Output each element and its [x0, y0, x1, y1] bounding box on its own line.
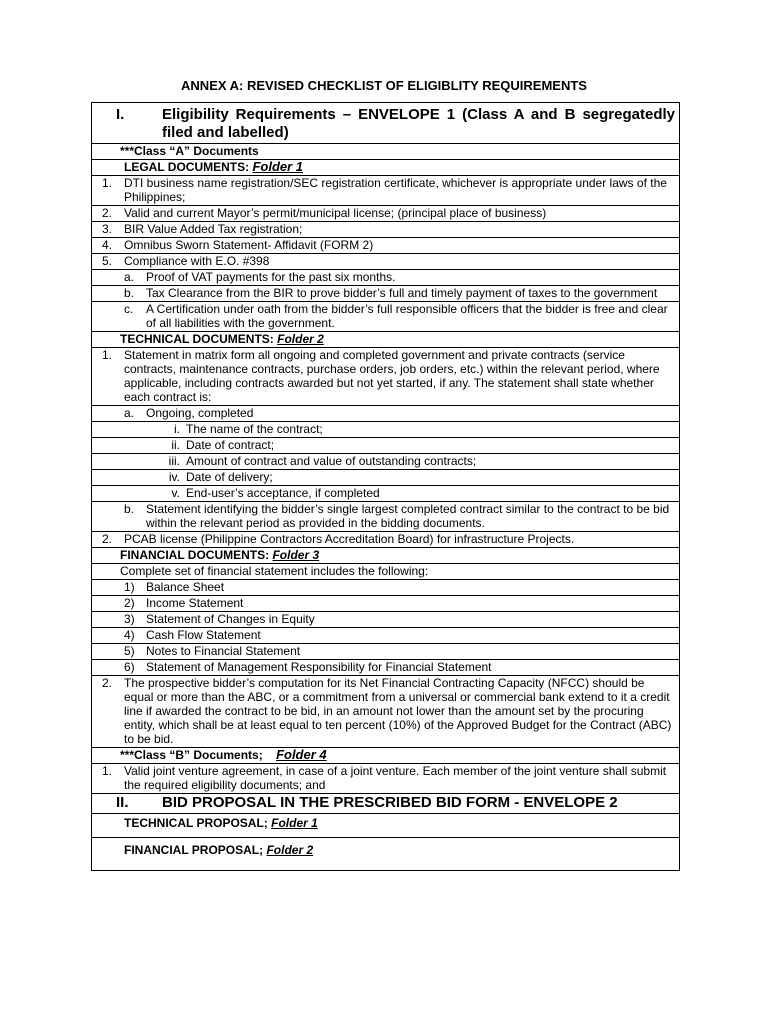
financial-intro: Complete set of financial statement includes the following:	[92, 564, 680, 580]
item-text: Ongoing, completed	[146, 406, 254, 420]
checklist-table	[91, 102, 680, 871]
list-item	[92, 270, 680, 286]
item-text: Balance Sheet	[146, 580, 225, 594]
item-number: 4)	[124, 628, 135, 642]
item-text: DTI business name registration/SEC registration certificate, whichever is appropriate under laws of the Philippines;	[124, 176, 667, 204]
class-b-heading	[92, 748, 680, 764]
list-item	[92, 302, 680, 332]
item-number: c.	[124, 302, 134, 316]
item-number: iv.	[168, 470, 180, 484]
item-text: Omnibus Sworn Statement- Affidavit (FORM 2)	[124, 238, 374, 252]
item-number: 6)	[124, 660, 135, 674]
folder-label: Folder 4	[276, 747, 327, 762]
folder-label: Folder 1	[271, 816, 318, 830]
list-item	[92, 596, 680, 612]
list-item	[92, 406, 680, 422]
section-2-header	[92, 794, 680, 814]
item-number: 1.	[102, 764, 113, 778]
item-number: 5)	[124, 644, 135, 658]
heading-label: TECHNICAL DOCUMENTS:	[120, 332, 274, 346]
item-number: 1.	[102, 176, 113, 190]
folder-label: Folder 3	[272, 548, 320, 562]
item-number: 2.	[102, 206, 113, 220]
item-text: Date of delivery;	[186, 470, 273, 484]
legal-documents-heading	[92, 160, 680, 176]
document-title: ANNEX A: REVISED CHECKLIST OF ELIGIBLITY REQUIREMENTS	[181, 78, 587, 93]
heading-label: LEGAL DOCUMENTS:	[124, 160, 250, 174]
item-text: BIR Value Added Tax registration;	[124, 222, 303, 236]
item-text: Statement of Management Responsibility for Financial Statement	[146, 660, 492, 674]
folder-label: Folder 2	[277, 332, 324, 346]
list-item	[92, 660, 680, 676]
item-number: 2)	[124, 596, 135, 610]
item-number: 4.	[102, 238, 113, 252]
item-number: iii.	[168, 454, 180, 468]
item-text: Valid joint venture agreement, in case of a joint venture. Each member of the joint venture shall submit the required eligibility documents; and	[124, 764, 667, 792]
list-item	[92, 176, 680, 206]
item-number: v.	[171, 486, 180, 500]
item-text: Amount of contract and value of outstanding contracts;	[186, 454, 477, 468]
list-item	[92, 580, 680, 596]
folder-label: Folder 2	[266, 843, 314, 857]
item-text: PCAB license (Philippine Contractors Accreditation Board) for infrastructure Projects.	[124, 532, 575, 546]
list-item	[92, 486, 680, 502]
list-item	[92, 454, 680, 470]
section-number: II.	[116, 794, 129, 811]
list-item	[92, 206, 680, 222]
list-item	[92, 422, 680, 438]
list-item	[92, 612, 680, 628]
technical-documents-heading	[92, 332, 680, 348]
folder-label: Folder 1	[252, 159, 304, 174]
list-item	[92, 532, 680, 548]
list-item	[92, 502, 680, 532]
item-text: Proof of VAT payments for the past six months.	[146, 270, 396, 284]
list-item	[92, 764, 680, 794]
section-title: BID PROPOSAL IN THE PRESCRIBED BID FORM - ENVELOPE 2	[162, 794, 618, 811]
item-number: a.	[124, 406, 135, 420]
section-title: Eligibility Requirements – ENVELOPE 1 (Class A and B segregatedly filed and labelled)	[162, 106, 675, 141]
heading-label: ***Class “B” Documents;	[120, 748, 263, 762]
item-text: Statement identifying the bidder’s single largest completed contract similar to the contract to be bid within the relevant period as provided in the bidding documents.	[146, 502, 670, 530]
item-text: Income Statement	[146, 596, 244, 610]
financial-documents-heading	[92, 548, 680, 564]
class-a-heading: ***Class “A” Documents	[92, 144, 680, 160]
item-text: Compliance with E.O. #398	[124, 254, 270, 268]
list-item	[92, 254, 680, 270]
section-number: I.	[116, 106, 125, 123]
list-item	[92, 644, 680, 660]
item-text: Cash Flow Statement	[146, 628, 261, 642]
item-text: The prospective bidder’s computation for its Net Financial Contracting Capacity (NFCC) should be equal or more than the ABC, or a commitment from a universal or commercial bank extend to it a credit line if awarded the contract to be bid, in an amount not lower than the amount set by the procuring entity, which shall be at least equal to ten percent (10%) of the Approved Budget for the Contract (ABC) to be bid.	[124, 676, 672, 746]
item-text: Notes to Financial Statement	[146, 644, 301, 658]
technical-proposal-row	[92, 814, 680, 838]
list-item	[92, 348, 680, 406]
list-item	[92, 286, 680, 302]
list-item	[92, 628, 680, 644]
list-item	[92, 438, 680, 454]
item-text: A Certification under oath from the bidder’s full responsible officers that the bidder is free and clear of all liabilities with the government.	[146, 302, 668, 330]
list-item	[92, 470, 680, 486]
list-item	[92, 238, 680, 254]
item-text: The name of the contract;	[186, 422, 323, 436]
item-number: 5.	[102, 254, 113, 268]
item-number: ii.	[171, 438, 180, 452]
financial-proposal-row	[92, 838, 680, 871]
item-number: 2.	[102, 532, 113, 546]
item-number: a.	[124, 270, 135, 284]
item-text: End-user’s acceptance, if completed	[186, 486, 380, 500]
item-number: 1.	[102, 348, 113, 362]
item-number: i.	[174, 422, 180, 436]
list-item	[92, 676, 680, 748]
item-number: 2.	[102, 676, 113, 690]
item-text: Tax Clearance from the BIR to prove bidder’s full and timely payment of taxes to the government	[146, 286, 658, 300]
item-text: Valid and current Mayor’s permit/municipal license; (principal place of business)	[124, 206, 547, 220]
section-1-header	[92, 103, 680, 144]
item-text: Statement in matrix form all ongoing and completed government and private contracts (service contracts, maintenance contracts, purchase orders, job orders, etc.) within the relevant period, where applicable, including contracts awarded but not yet started, if any. The statement shall state whether each contract is:	[124, 348, 660, 404]
item-number: 3)	[124, 612, 135, 626]
heading-label: FINANCIAL DOCUMENTS:	[120, 548, 270, 562]
heading-label: FINANCIAL PROPOSAL;	[124, 843, 264, 857]
item-number: b.	[124, 502, 135, 516]
item-text: Date of contract;	[186, 438, 275, 452]
item-number: 3.	[102, 222, 113, 236]
list-item	[92, 222, 680, 238]
item-text: Statement of Changes in Equity	[146, 612, 315, 626]
item-number: b.	[124, 286, 135, 300]
heading-label: TECHNICAL PROPOSAL;	[124, 816, 268, 830]
item-number: 1)	[124, 580, 135, 594]
